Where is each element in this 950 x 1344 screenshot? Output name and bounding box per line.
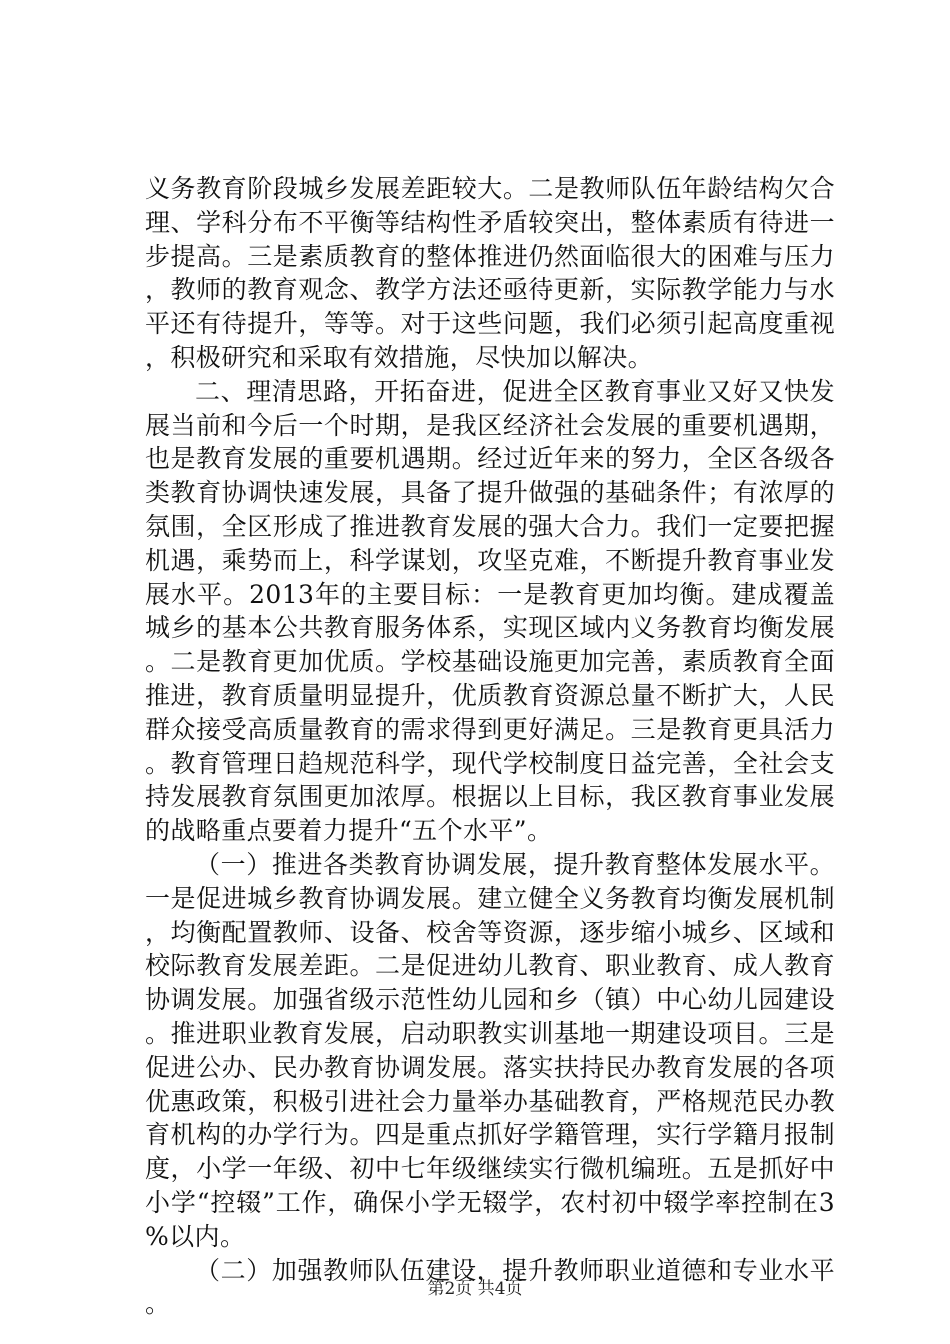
paragraph-subsection-two: （二）加强教师队伍建设，提升教师职业道德和专业水平。	[145, 1255, 835, 1319]
paragraph-subsection-one: （一）推进各类教育协调发展，提升教育整体发展水平。一是促进城乡教育协调发展。建立健全义务教育均衡发展机制，均衡配置教师、设备、校舍等资源，逐步缩小城乡、区域和校际教育发展差距。二是促进幼儿教育、职业教育、成人教育协调发展。加强省级示范性幼儿园和乡（镇）中心幼儿园建设。推进职业教育发展，启动职教实训基地一期建设项目。三是促进公办、民办教育协调发展。落实扶持民办教育发展的各项优惠政策，积极引进社会力量举办基础教育，严格规范民办教育机构的办学行为。四是重点抓好学籍管理，实行学籍月报制度，小学一年级、初中七年级继续实行微机编班。五是抓好中小学“控辍”工作，确保小学无辍学，农村初中辍学率控制在3%以内。	[145, 849, 835, 1251]
document-body	[145, 172, 835, 1321]
paragraph-problems: 义务教育阶段城乡发展差距较大。二是教师队伍年龄结构欠合理、学科分布不平衡等结构性矛盾较突出，整体素质有待进一步提高。三是素质教育的整体推进仍然面临很大的困难与压力，教师的教育观念、教学方法还亟待更新，实际教学能力与水平还有待提升，等等。对于这些问题，我们必须引起高度重视，积极研究和采取有效措施，尽快加以解决。	[145, 174, 835, 372]
paragraph-section-two: 二、理清思路，开拓奋进，促进全区教育事业又好又快发展当前和今后一个时期，是我区经济社会发展的重要机遇期，也是教育发展的重要机遇期。经过近年来的努力，全区各级各类教育协调快速发展，具备了提升做强的基础条件；有浓厚的氛围，全区形成了推进教育发展的强大合力。我们一定要把握机遇，乘势而上，科学谋划，攻坚克难，不断提升教育事业发展水平。2013年的主要目标：一是教育更加均衡。建成覆盖城乡的基本公共教育服务体系，实现区域内义务教育均衡发展。二是教育更加优质。学校基础设施更加完善，素质教育全面推进，教育质量明显提升，优质教育资源总量不断扩大，人民群众接受高质量教育的需求得到更好满足。三是教育更具活力。教育管理日趋规范科学，现代学校制度日益完善，全社会支持发展教育氛围更加浓厚。根据以上目标，我区教育事业发展的战略重点要着力提升“五个水平”。	[145, 376, 835, 846]
page-footer: 第2页 共4页	[427, 1279, 523, 1299]
